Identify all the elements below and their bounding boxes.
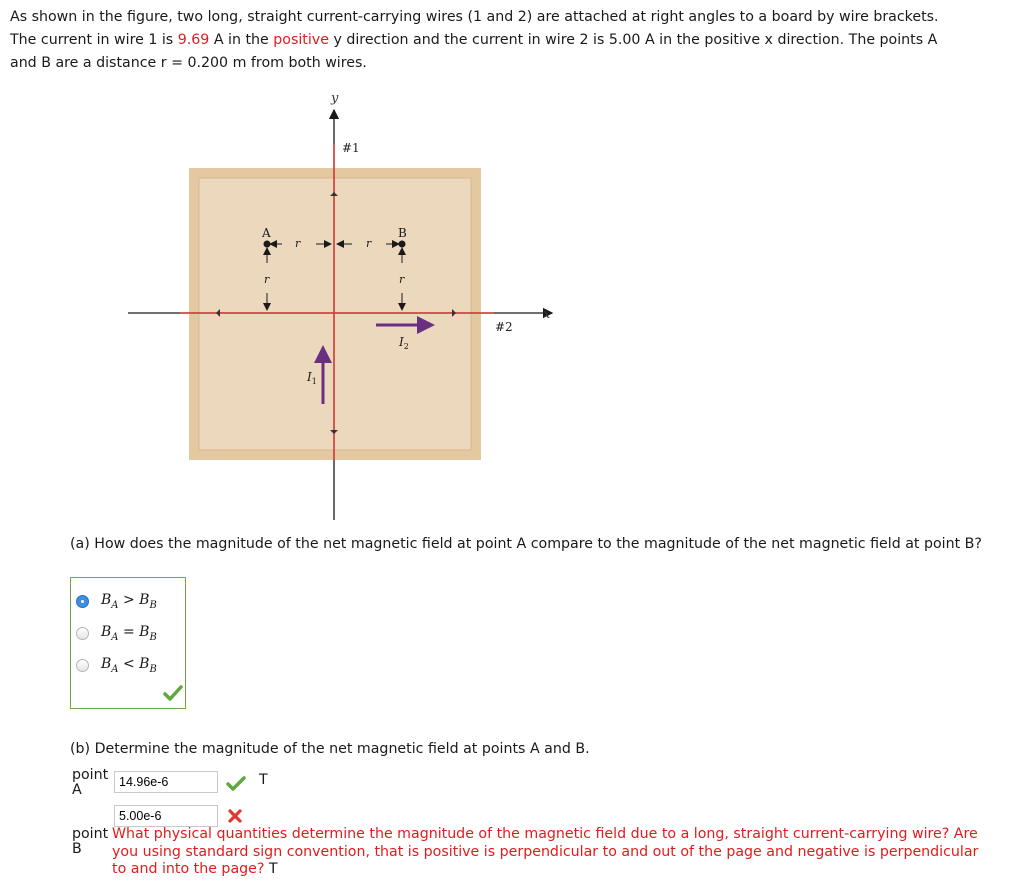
point-a-field-label: point A xyxy=(72,767,109,798)
r-label: r xyxy=(399,273,405,286)
choice-ba-less[interactable] xyxy=(76,655,157,675)
choice-ba-equal[interactable] xyxy=(76,623,157,643)
point-a-answer-input[interactable] xyxy=(114,771,218,793)
wire-1-label: #1 xyxy=(342,141,360,155)
current-direction: positive xyxy=(273,32,329,48)
point-a-label: A xyxy=(262,226,271,240)
wire-board-figure xyxy=(120,86,560,526)
point-b-field-label: point B xyxy=(72,826,109,857)
i2-label: $I_2$ xyxy=(399,335,409,351)
green-check-icon xyxy=(163,684,183,702)
problem-text: The current in wire 1 is xyxy=(10,32,178,48)
choice-label: $B_A = B_B$ xyxy=(101,623,157,643)
problem-line-3: and B are a distance r = 0.200 m from both wires. xyxy=(10,55,367,71)
x-axis-label: x xyxy=(543,307,551,322)
radio-icon[interactable] xyxy=(76,627,89,640)
problem-line-2 xyxy=(10,29,1010,52)
problem-text: y direction and the current in wire 2 is 5.00 A in the positive x direction. The points A xyxy=(328,32,938,48)
point-a-flag: T xyxy=(259,772,268,788)
radio-selected-icon[interactable] xyxy=(76,595,89,608)
problem-text: A in the xyxy=(209,32,274,48)
point-b-answer-input[interactable] xyxy=(114,805,218,827)
hint-text: What physical quantities determine the magnitude of the magnetic field due to a long, straight current-carrying wire? Are you using standard sign convention, that is positive is perpendicular to and out of the page and negative is perpendicular to and into the page? xyxy=(112,826,979,877)
radio-icon[interactable] xyxy=(76,659,89,672)
point-b xyxy=(399,241,406,248)
i1-label: $I_1$ xyxy=(307,370,317,386)
point-a xyxy=(264,241,271,248)
point-b-label: B xyxy=(398,226,407,240)
feedback-hint xyxy=(112,826,992,879)
hint-flag: T xyxy=(268,861,278,877)
r-label: r xyxy=(295,237,301,250)
problem-statement xyxy=(10,6,1010,75)
r-label: r xyxy=(264,273,270,286)
red-x-icon xyxy=(227,808,243,824)
wire-2-label: #2 xyxy=(495,320,513,334)
y-axis-label: y xyxy=(331,91,339,106)
r-label: r xyxy=(366,237,372,250)
choice-label: $B_A > B_B$ xyxy=(101,591,157,611)
problem-line-1: As shown in the figure, two long, straight current-carrying wires (1 and 2) are attached at right angles to a board by wire brackets. xyxy=(10,9,939,25)
part-a-question: (a) How does the magnitude of the net magnetic field at point A compare to the magnitude of the net magnetic field at point B? xyxy=(70,536,982,552)
board-inner xyxy=(199,178,471,450)
green-check-icon xyxy=(226,775,246,792)
part-b-question: (b) Determine the magnitude of the net magnetic field at points A and B. xyxy=(70,741,590,757)
choice-label: $B_A < B_B$ xyxy=(101,655,157,675)
current-value-wire-1: 9.69 xyxy=(177,32,210,48)
choice-ba-greater[interactable] xyxy=(76,591,157,611)
